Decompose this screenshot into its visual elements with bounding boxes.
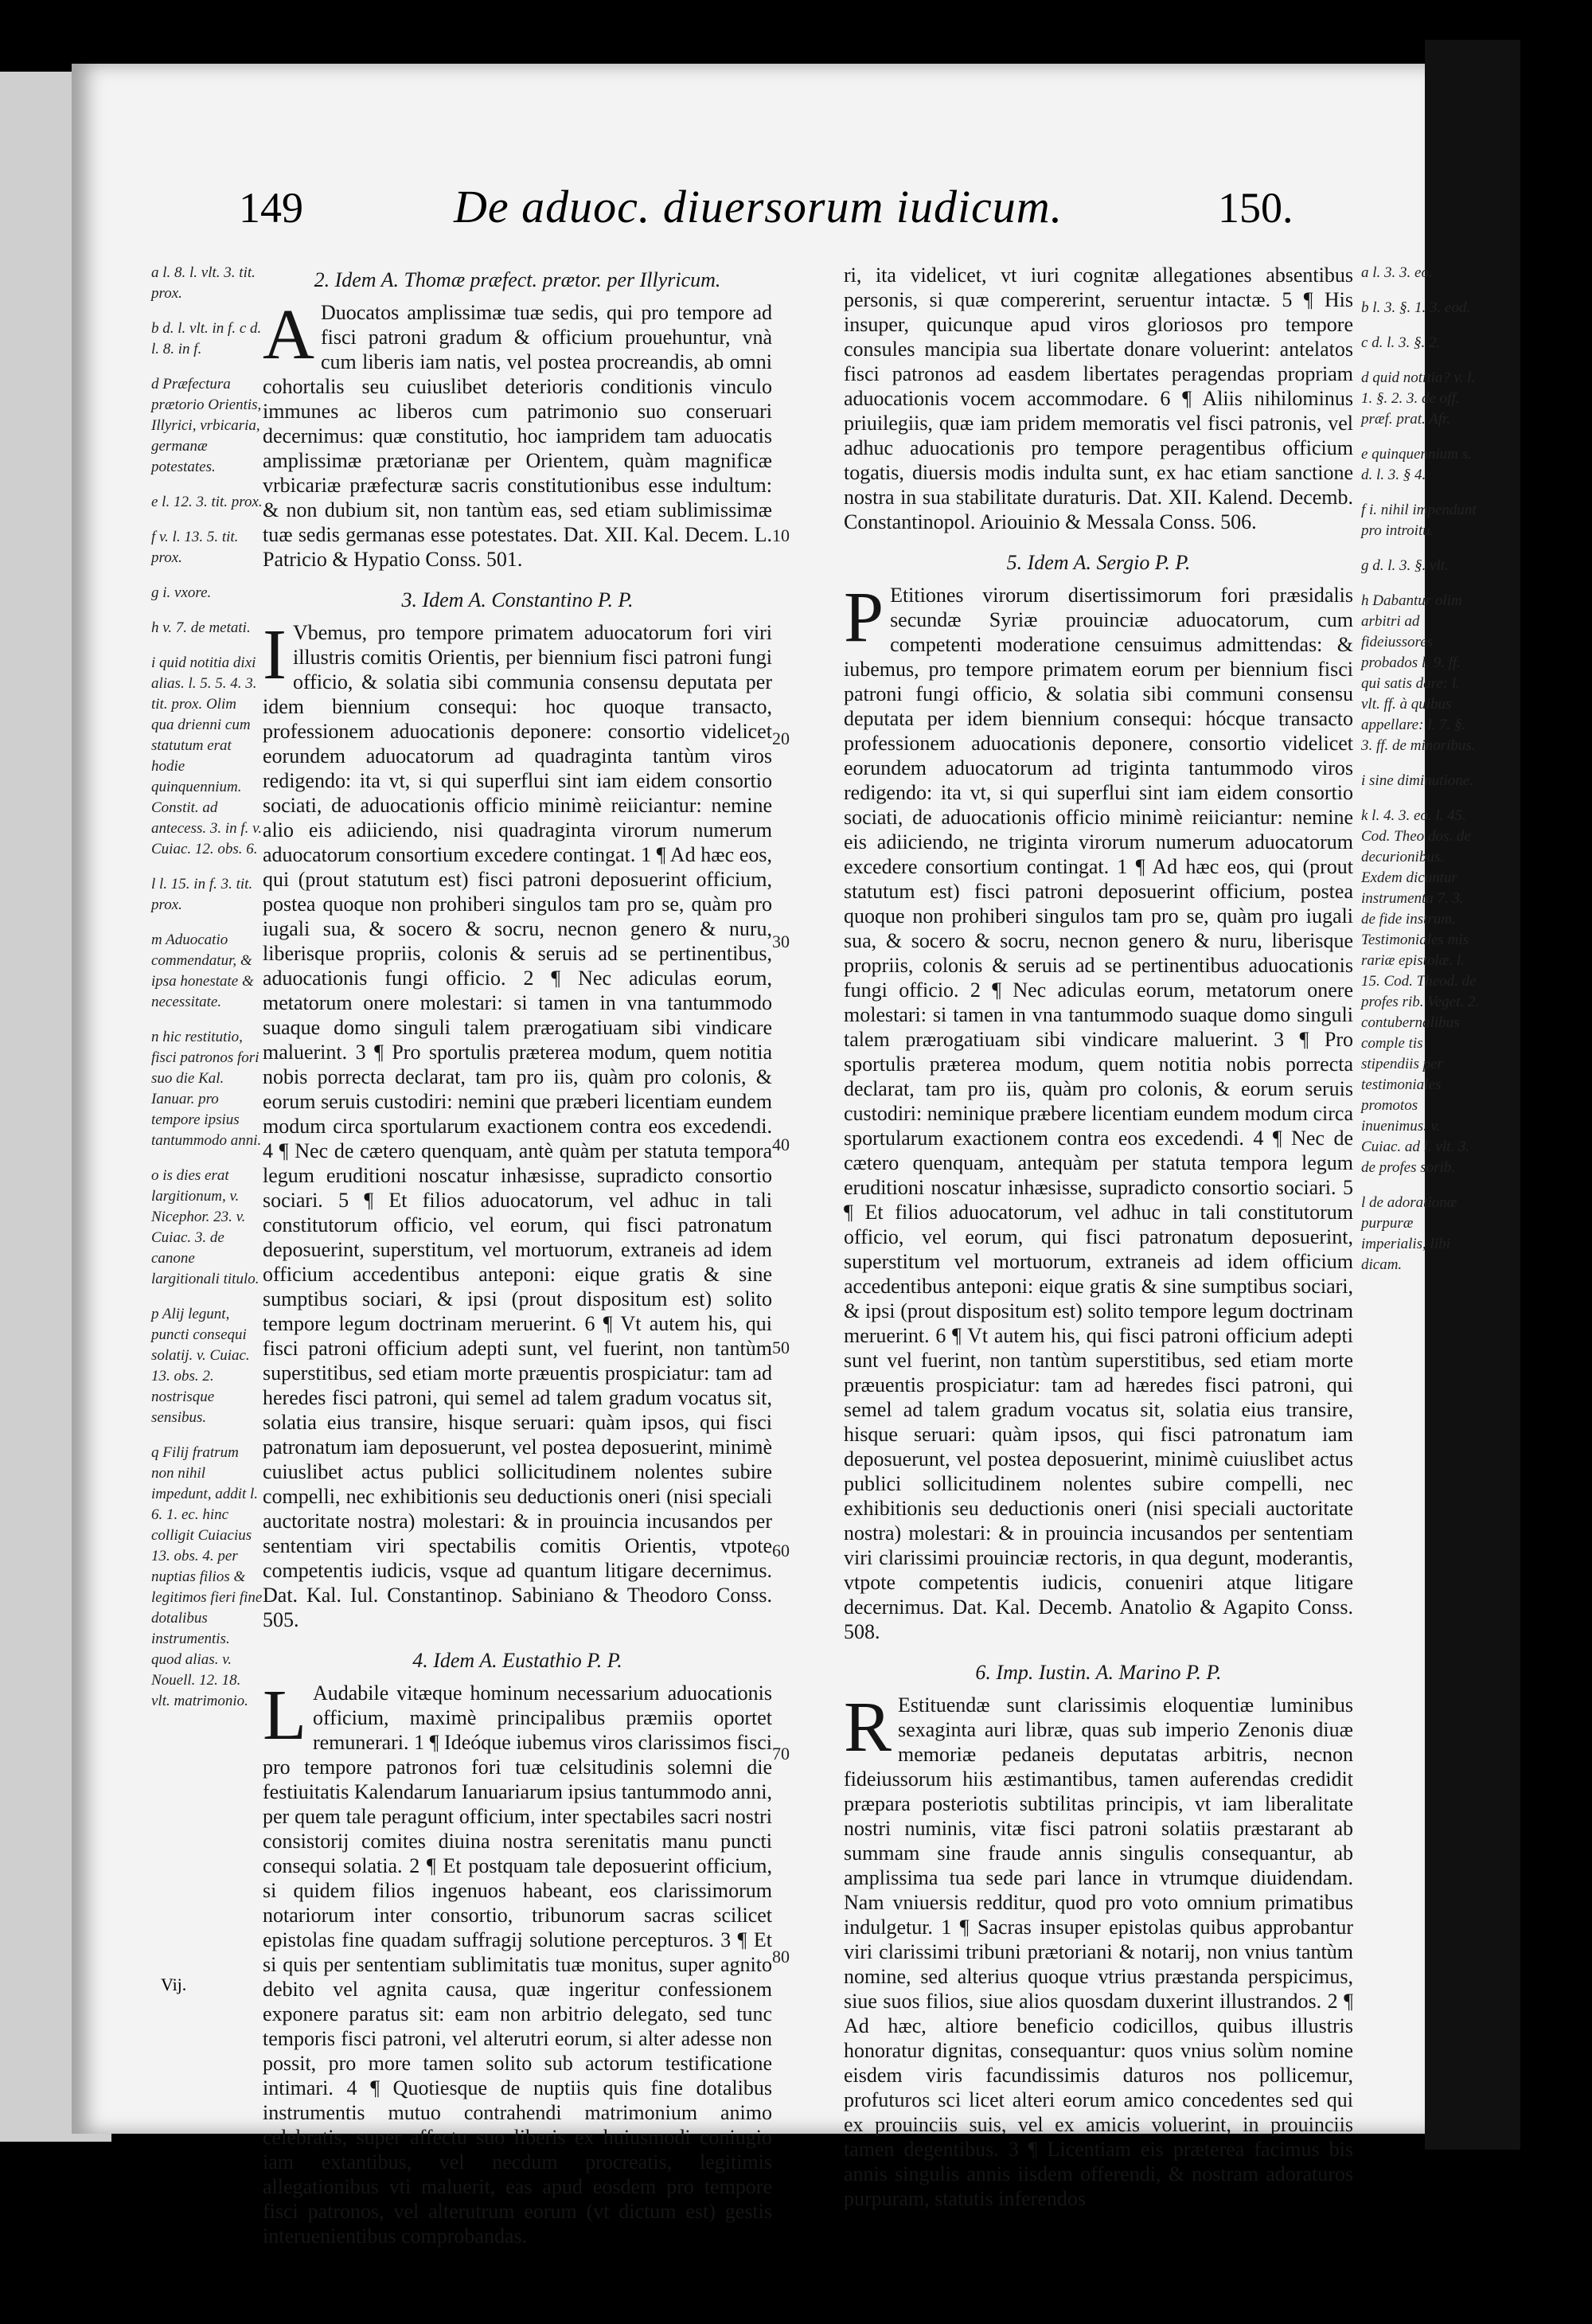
margin-note: g d. l. 3. §. vlt. bbox=[1361, 557, 1449, 574]
margin-note: f i. nihil impendunt pro introitu. bbox=[1361, 502, 1477, 539]
margin-note: i quid notitia dixi alias. l. 5. 5. 4. 3. tit. prox. Olim qua drienni cum statutum erat hodie quinquennium. Constit. ad antecess. 3. in f. v. Cuiac. 12. obs. 6. bbox=[151, 654, 262, 857]
paragraph-text: Duocatos amplissimæ tuæ sedis, qui pro tempore ad fisci patroni gradum & officium prouehuntur, vnà cum liberis iam natis, vel postea procreandis, ab omni cohortalis seu cuiuslibet deterioris conditionis vinculo immunes ac liberos cum patrimonio suo conseruari decernimus: quæ constitutio, hoc iampridem tam aduocatis amplissimæ prætorianæ per Orientem, quàm magnificæ vrbicariæ præfecturæ sacris constitutionibus esse indultum: & non dubium sit, non tantùm eas, sed etiam sublimissimæ tuæ sedis germanas esse potestates. Dat. XII. Kal. Decem. L. Patricio & Hypatio Conss. 501. bbox=[263, 301, 772, 571]
margin-note: f v. l. 13. 5. tit. prox. bbox=[151, 529, 239, 566]
paragraph-text: Estituendæ sunt clarissimis eloquentiæ luminibus sexaginta auri libræ, quas sub imperio Zenonis diuæ memoriæ pedaneis deputatas arbitris, necnon fideiussorum hiis æstimantibus, tamen auferendas credidit præpara posteriotis subtilitas principis, vt iam liberalitate nostri numinis, vitæ fisci patroni solatiis præstarant ab summam sine fraude annis singulis consequantur, ab amplissima tua sede pari lance in vtrumque diuidendam. Nam vniuersis redditur, quod pro voto omnium primatibus indulgetur. 1 ¶ Sacras insuper epistolas quibus approbantur viri clarissimi tribuni prætoriani & notarij, non vnius tantùm nomine, sed alterius quoque vtrius præstanda perspicimus, siue suos filios, siue alios quosdam duxerint illustrandos. 2 ¶ Ad hæc, altiore beneficio codicillos, quibus illustris honoratur dignitas, consequantur: quos vnius solùm nomine eisdem viris facundissimis daturos nos pollicemur, profuturos sci licet alteri eorum amico concedentes sed qui ex prouinciis suis, vel ex amicis voluerint, in prouinciis tamen degentibus. 3 ¶ Licentiam eis præterea facimus bis annis singulis annis iisdem offerendi, & nostram adoraturos purpuram, statutis inferendos bbox=[844, 1693, 1353, 2210]
right-margin-notes bbox=[1361, 263, 1481, 1290]
section-title: 5. Idem A. Sergio P. P. bbox=[1006, 551, 1191, 574]
margin-note: q Filij fratrum non nihil impedunt, addit l. 6. 1. ec. hinc colligit Cuiacius 13. obs. 4. per nuptias filios & legitimos fieri fine dotalibus instrumentis. quod alias. v. Nouell. 12. 18. vlt. matrimonio. bbox=[151, 1444, 263, 1709]
line-number: 70 bbox=[772, 1744, 790, 1764]
margin-note: i sine diminutione. bbox=[1361, 772, 1473, 789]
line-number: 20 bbox=[772, 728, 790, 748]
margin-note: a l. 3. 3. eo. bbox=[1361, 264, 1433, 281]
paragraph-text: Etitiones virorum disertissimorum fori præsidalis secundæ Syriæ prouinciæ aduocatorum, cum competenti moderatione censuimus admittendas: & iubemus, pro tempore primatem eorum per biennium fisci patroni fungi officio, & solatia sibi communi consensu deputata per idem biennium consequi: hócque transacto professionem aduocationis deponere, consortio videlicet eorundem aduocatorum ad triginta tantummodo viros redigendo: ita vt, si qui superflui sint iam eidem consortio sociati, de aduocationis officio minimè reiiciantur: nemine eis adiiciendo, ne triginta virorum numerum aduocatorum excedere consortium contingat. 1 ¶ Ad hæc eos, qui (prout statutum est) fisci patroni deposuerint officium, postea quoque non prohiberi singulos tam pro se, quàm pro iugali sua, & socero & socru, necnon genero & nuru, liberisque propriis, colonis & seruis ad se pertinentibus aduocationis fungi officio. 2 ¶ Nec adiculas eorum, metatorum onere molestari: si tamen in vna tantummodo suaque domo singuli talem prærogatiuam sibi vindicare maluerint. 3 ¶ Pro sportulis præterea modum, quem notitia nobis porrecta declarat, tam pro iis, quàm pro colonis, & eorum seruis custodiri: neminique præbere licentiam eundem modum circa sportularum exactionem contra eos excedendi. 4 ¶ Nec de cætero quenquam, antequàm per statuta tempora legum eruditioni noscatur inhæsisse, supradicto consortio sociari. 5 ¶ Et filios aduocatorum, vel adhuc in tali constitutorum officio, vel eorum, qui fisci patronatum deposuerint, superstitum vel mortuorum, extraneis ad idem officium accedentibus anteponi: eique gratis & sine sumptibus sociari, & ipsi (prout dispositum est) solito tempore legum doctrinam meruerint. 6 ¶ Vt autem his, qui fisci patroni officium adepti sunt vel fuerint, non tantùm superstitibus, sed etiam morte præuentis prospiciatur: tam ad hæredes fisci patroni, qui semel ad talem gradum vocatus sit, solatia eius transire, hisque seruari: quàm ipsos, qui fisci patronatum iam deposuerunt, vel postea deposuerint, minimè cuiuslibet actus publici sollicitudinem nolentes subire compelli, nec exhibitionis seu deductionis oneri (nisi speciali auctoritate nostra) molestari: & in prouincia incusandos per sententiam viri clarissimi prouinciæ rectoris, in qua degunt, moderantis, vtpote competentis iudicis, conueniri atque litigare decernimus. Dat. Kal. Decemb. Anatolio & Agapito Conss. 508. bbox=[844, 584, 1353, 1643]
margin-note: m Aduocatio commendatur, & ipsa honestate & necessitate. bbox=[151, 932, 254, 1010]
paragraph-text: Audabile vitæque hominum necessarium aduocationis officium, maximè principalibus præmiis oportet remunerari. 1 ¶ Ideóque iubemus viros clarissimos fisci pro tempore patronos fori tuæ celsitudinis solemni die festiuitatis Kalendarum Ianuariarum ipsius tantummodo anni, per quem tale peragunt officium, inter spectabiles sacri nostri consistorij comites diuina nostra serenitatis manu puncti consequi solatia. 2 ¶ Et postquam tale deposuerint officium, si quidem filios ingenuos habeant, eos clarissimorum notariorum inter consortio, tribunorum sacras scilicet epistolas fine quadam suffragij solutione percepturos. 3 ¶ Et si quis per sententiam sublimitatis tuæ monitus, super agnito debito vel agnita causa, quæ ingeritur confessionem exponere paratus sit: eam non arbitrio delegato, sed tunc temporis fisci patroni, vel alterutri eorum, si alter adesse non possit, pro more tamen solito sub actorum testificatione intimari. 4 ¶ Quotiesque de nuptiis quis fine dotalibus instrumentis mutuo contrahendi matrimonium animo celebratis, super affectu suo liberis ex huiusmodi coniugio iam extantibus, vel necdum procreatis, legitimis allegationibus vti maluerit, eas apud eosdem pro tempore fisci patronos, vel alterutrum eorum (vt dictum est) gestis interuenientibus comprobandas. bbox=[263, 1681, 772, 2248]
margin-note: d Præfectura prætorio Orientis, Illyrici, vrbicaria, germanæ potestates. bbox=[151, 376, 262, 475]
section-paragraph bbox=[263, 1676, 772, 2248]
line-number: 40 bbox=[772, 1135, 790, 1154]
signature-mark: Vij. bbox=[161, 1974, 187, 1994]
running-title: De aduoc. diuersorum iudicum. bbox=[454, 181, 1063, 232]
margin-note: p Alij legunt, puncti consequi solatij. v. Cuiac. 13. obs. 2. nostrisque sensibus. bbox=[151, 1306, 250, 1426]
section-paragraph bbox=[844, 1688, 1353, 2211]
margin-note: c d. l. 3. §. 2. bbox=[1361, 334, 1441, 351]
margin-note: e quinquennium s. d. l. 3. § 4. bbox=[1361, 446, 1472, 483]
left-margin-notes bbox=[151, 263, 263, 1726]
section-title: 6. Imp. Iustin. A. Marino P. P. bbox=[975, 1661, 1222, 1684]
section-title: 3. Idem A. Constantino P. P. bbox=[401, 588, 634, 611]
drop-cap: L bbox=[263, 1676, 306, 1755]
margin-note: l l. 15. in f. 3. tit. prox. bbox=[151, 876, 253, 913]
section-paragraph bbox=[844, 263, 1353, 534]
margin-note: h Dabantur olim arbitri ad fideiussores probados l. 9. ff. qui satis dare: l. vlt. ff. à quibus appellare: l. 7. §. 3. ff. de minoribus. bbox=[1361, 592, 1476, 754]
margin-note: d quid notitia? v. l. 1. §. 2. 3. de off. præf. prat. Afr. bbox=[1361, 369, 1476, 428]
margin-note: g i. vxore. bbox=[151, 584, 212, 601]
page-number-left: 149 bbox=[239, 184, 303, 232]
margin-note: n hic restitutio, fisci patronos fori suo die Kal. Ianuar. pro tempore ipsius tantummodo anni. bbox=[151, 1029, 262, 1149]
book-page bbox=[72, 64, 1480, 2248]
drop-cap: R bbox=[844, 1688, 892, 1767]
paragraph-text: ri, ita videlicet, vt iuri cognitæ allegationes absentibus personis, si quæ compererint, seruentur intactæ. 5 ¶ His insuper, quicunque apud viros gloriosos pro tempore consules mancipia sua libertate donare voluerint: antelatos fisci patronos ad easdem libertates peragendas propriam aduocationis vocem accommodare. 6 ¶ Aliis nihilominus priuilegiis, quæ iam pridem memoratis vel fisci patronis, vel adhuc aduocationis pro tempore peragentibus officium togatis, diuersis modis indulta sunt, ex hac etiam sanctione nostra in sua stabilitate duraturis. Dat. XII. Kalend. Decemb. Constantinopol. Ariouinio & Messala Conss. 506. bbox=[844, 264, 1353, 533]
margin-note: e l. 12. 3. tit. prox. bbox=[151, 494, 263, 510]
line-number: 50 bbox=[772, 1338, 790, 1357]
margin-note: l de adorationæ purpuræ imperialis, libi dicam. bbox=[1361, 1194, 1457, 1273]
drop-cap: A bbox=[263, 295, 314, 374]
drop-cap: P bbox=[844, 578, 884, 657]
section-title: 4. Idem A. Eustathio P. P. bbox=[412, 1649, 622, 1672]
section-paragraph bbox=[263, 615, 772, 1632]
margin-note: b l. 3. §. 1. 3. eod. bbox=[1361, 299, 1471, 316]
section-title: 2. Idem A. Thomæ præfect. prætor. per Illyricum. bbox=[314, 268, 721, 291]
margin-note: k l. 4. 3. eo. l. 45. Cod. Theo dos. de decurionibus. Exdem dicuntur instrumenta 7. 3. de fide instrum. Testimoniales mis rariæ epistolæ. l. 15. Cod. Theod. de profes rib. Veget. 2. contubernalibus comple tis stipendiis per testimoniales promotos inuenimus. v. Cuiac. ad l. vlt. 3. de profes sorib. bbox=[1361, 807, 1480, 1176]
margin-note: a l. 8. l. vlt. 3. tit. prox. bbox=[151, 264, 256, 302]
line-number: 80 bbox=[772, 1947, 790, 1967]
page-number-right: 150. bbox=[1218, 184, 1294, 232]
line-number: 10 bbox=[772, 525, 790, 545]
section-paragraph bbox=[844, 578, 1353, 1644]
drop-cap: I bbox=[263, 615, 287, 694]
page-header bbox=[72, 183, 1425, 255]
margin-note: b d. l. vlt. in f. c d. l. 8. in f. bbox=[151, 320, 262, 357]
left-column bbox=[263, 263, 772, 2264]
line-number: 30 bbox=[772, 932, 790, 951]
margin-note: o is dies erat largitionum, v. Nicephor. 23. v. Cuiac. 3. de canone largitionali titulo. bbox=[151, 1167, 259, 1287]
section-paragraph bbox=[263, 295, 772, 572]
paragraph-text: Vbemus, pro tempore primatem aduocatorum fori viri illustris comitis Orientis, per biennium fisci patroni fungi officio, & solatia sibi communia consensu deputata per idem biennium consequi: hoc quoque transacto, professionem aduocationis deponere: consortio videlicet eorundem aduocatorum ad quadraginta tantùm viros redigendo: ita vt, si qui superflui sint iam eidem consortio sociati, de aduocationis officio minimè reiiciantur: nemine alio eis adiiciendo, nisi quadraginta virorum numerum aduocatorum consortium excedere contingat. 1 ¶ Ad hæc eos, qui (prout statutum est) fisci patroni deposuerint officium, postea quoque non prohiberi singulos tam pro se, quàm pro iugali sua, & socero & socru, necnon genero & nuru, liberisque propriis, colonis & seruis ad se pertinentibus, aduocationis fungi officio. 2 ¶ Nec adiculas eorum, metatorum onere molestari: si tamen in vna tantummodo suaque domo singuli talem prærogatiuam sibi vindicare maluerint. 3 ¶ Pro sportulis præterea modum, quem notitia nobis porrecta declarat, tam pro iis, quàm pro colonis, & eorum seruis custodiri: nemini que præberi licentiam eundem modum circa sportularum exactionem contra eos excedendi. 4 ¶ Nec de cætero quenquam, antè quàm per statuta tempora legum eruditioni noscatur inhæsisse, supradicto consortio sociari. 5 ¶ Et filios aduocatorum, vel adhuc in tali constitutorum officio, vel eorum, qui fisci patronatum deposuerint, superstitum, vel mortuorum, extraneis ad idem officium accedentibus anteponi: eique gratis & sine sumptibus sociari, & ipsi (prout dispositum est) solito tempore legum doctrinam meruerint. 6 ¶ Vt autem his, qui fisci patroni officium adepti sunt, vel fuerint, non tantùm superstitibus, sed etiam morte præuentis prospiciatur: tam ad heredes fisci patroni, qui semel ad talem gradum vocatus sit, solatia eius transire, hisque seruari: quàm ipsos, qui fisci patronatum iam deposuerunt, vel postea deposuerint, minimè cuiuslibet actus publici sollicitudinem nolentes subire compelli, nec exhibitionis seu deductionis oneri (nisi speciali auctoritate nostra) molestari: & in prouincia incusandos per sententiam viri spectabilis comitis Orientis, vtpote competentis iudicis, vsque ad quantum litigare decernimus. Dat. Kal. Iul. Constantinop. Sabiniano & Theodoro Conss. 505. bbox=[263, 621, 772, 1631]
margin-note: h v. 7. de metati. bbox=[151, 619, 251, 636]
line-number: 60 bbox=[772, 1541, 790, 1560]
right-column bbox=[844, 263, 1353, 2227]
